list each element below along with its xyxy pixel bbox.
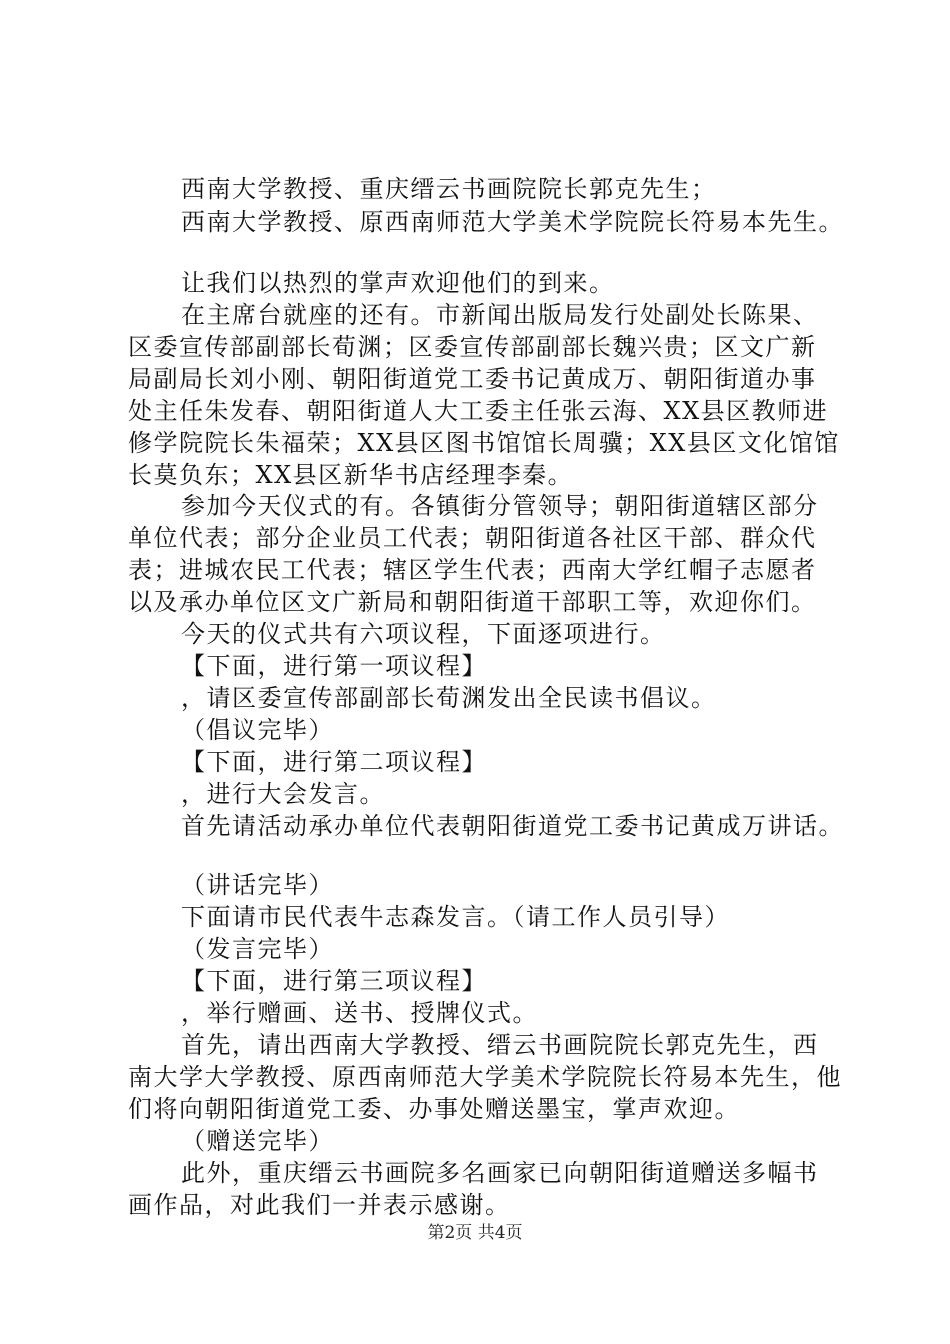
text-line: 画作品，对此我们一并表示感谢。 [128,1191,511,1219]
text-line: 让我们以热烈的掌声欢迎他们的到来。 [181,269,615,297]
text-line: 【下面，进行第二项议程】 [181,748,487,776]
text-line: 们将向朝阳街道党工委、办事处赠送墨宝，掌声欢迎。 [128,1095,740,1123]
text-line: （倡议完毕） [181,716,334,744]
text-line: 在主席台就座的还有。市新闻出版局发行处副处长陈果、 [181,301,819,329]
text-line: ，举行赠画、送书、授牌仪式。 [181,999,538,1027]
text-line: 参加今天仪式的有。各镇街分管领导；朝阳街道辖区部分 [181,492,819,520]
text-line: 处主任朱发春、朝阳街道人大工委主任张云海、XX县区教师进 [128,397,829,425]
text-line: 以及承办单位区文广新局和朝阳街道干部职工等，欢迎你们。 [128,588,817,616]
text-line: 长莫负东；XX县区新华书店经理李秦。 [128,461,574,489]
text-line: 西南大学教授、原西南师范大学美术学院院长符易本先生。 [181,208,844,236]
text-line: 区委宣传部副部长荀渊；区委宣传部副部长魏兴贵；区文广新 [128,333,817,361]
text-line: ，进行大会发言。 [181,780,385,808]
text-line: 西南大学教授、重庆缙云书画院院长郭克先生； [181,175,717,203]
text-line: 南大学大学教授、原西南师范大学美术学院院长符易本先生，他 [128,1063,842,1091]
text-line: 【下面，进行第三项议程】 [181,967,487,995]
page-number-footer: 第2页 共4页 [427,1223,523,1243]
text-line: 修学院院长朱福荣；XX县区图书馆馆长周骥；XX县区文化馆馆 [128,429,840,457]
text-line: 首先，请出西南大学教授、缙云书画院院长郭克先生，西 [181,1031,819,1059]
text-line: 此外，重庆缙云书画院多名画家已向朝阳街道赠送多幅书 [181,1159,819,1187]
text-line: 局副局长刘小刚、朝阳街道党工委书记黄成万、朝阳街道办事 [128,365,817,393]
text-line: 单位代表；部分企业员工代表；朝阳街道各社区干部、群众代 [128,524,817,552]
text-line: （发言完毕） [181,935,334,963]
text-line: ，请区委宣传部副部长荀渊发出全民读书倡议。 [181,684,717,712]
text-line: 【下面，进行第一项议程】 [181,652,487,680]
text-line: 今天的仪式共有六项议程，下面逐项进行。 [181,620,666,648]
text-line: （讲话完毕） [181,871,334,899]
text-line: 表；进城农民工代表；辖区学生代表；西南大学红帽子志愿者 [128,556,817,584]
text-line: 下面请市民代表牛志森发言。（请工作人员引导） [181,903,730,931]
text-line: 首先请活动承办单位代表朝阳街道党工委书记黄成万讲话。 [181,812,844,840]
text-line: （赠送完毕） [181,1127,334,1155]
